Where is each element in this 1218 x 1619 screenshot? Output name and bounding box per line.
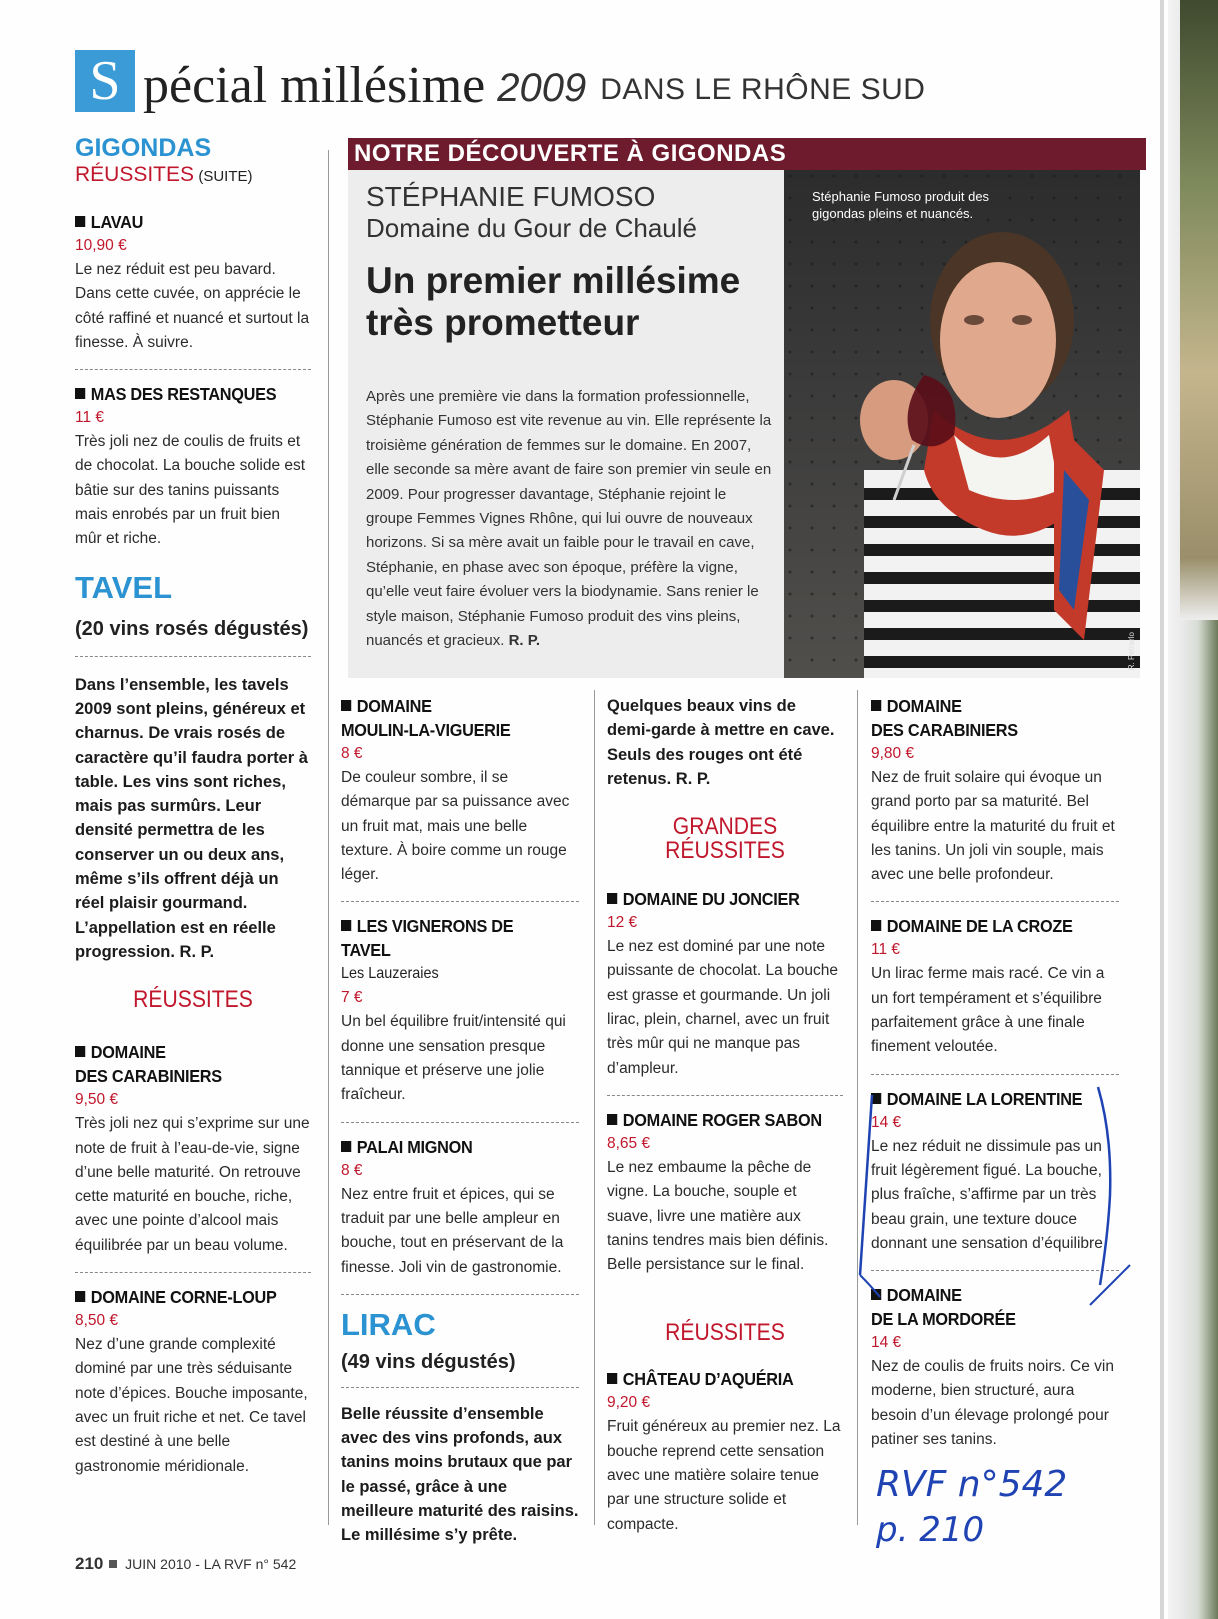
entry-text: De couleur sombre, il se démarque par sa puissance avec un fruit mat, mais une belle texture. À boire comme un rouge léger. xyxy=(341,769,570,884)
entry-price: 7 € xyxy=(341,989,363,1007)
lirac-intro-cont: Quelques beaux vins de demi-garde à mettre en cave. Seuls des rouges ont été retenus. R. P. xyxy=(607,697,835,788)
bullet-square-icon xyxy=(871,920,881,931)
entry-price: 12 € xyxy=(607,914,638,932)
next-page-edge xyxy=(1168,0,1218,1619)
entry-domaine-des-carabiniers-tavel xyxy=(75,1040,311,1258)
bullet-square-icon xyxy=(341,1141,351,1152)
header-region: DANS LE RHÔNE SUD xyxy=(600,73,926,106)
entry-price: 10,90 € xyxy=(75,237,127,254)
gigondas-subtitle xyxy=(75,162,311,190)
divider xyxy=(75,656,311,657)
entry-title: PALAI MIGNON xyxy=(341,1135,562,1159)
page-header xyxy=(75,46,925,112)
entry-moulin-la-viguerie xyxy=(341,694,579,887)
entry-title: DOMAINE xyxy=(871,694,1102,718)
entry-text: Très joli nez qui s’exprime sur une note de fruit à l’eau-de-vie, signe d’une belle maturité. On retrouve cette maturité en bouche, riche, avec une pointe d’alcool mais équilibrée par un beau volume. xyxy=(75,1115,310,1254)
discovery-headline: Un premier millésime très prometteur xyxy=(366,260,741,343)
divider xyxy=(75,1272,311,1273)
entry-chateau-d-aqueria xyxy=(607,1367,843,1536)
entry-price: 8 € xyxy=(341,745,363,762)
divider xyxy=(871,901,1119,902)
reussites-label: RÉUSSITES xyxy=(75,163,195,186)
page-footer xyxy=(75,1554,296,1574)
bullet-square-icon xyxy=(75,388,85,399)
entry-price: 9,50 € xyxy=(75,1091,119,1109)
entry-vignerons-de-tavel xyxy=(341,914,579,1107)
discovery-story: Après une première vie dans la formation professionnelle, Stéphanie Fumoso est vite revenue au vin. Elle représente la troisième génération de femmes sur le domaine. En 2007, elle seconde sa mère avant de faire son premier vin seule en 2009. Pour progresser davantage, Stéphanie rejoint le groupe Femmes Vignes Rhône, qui lui ouvre de nouveaux horizons. Si sa mère avait un faible pour le travail en cave, Stéphanie, en phase avec son époque, préfère la vigne, qu’elle veut faire évoluer vers la biodynamie. Sans renier le style maison, Stéphanie Fumoso produit des vins pleins, nuancés et gracieux. R. P. xyxy=(366,388,772,650)
entry-text: Nez entre fruit et épices, qui se traduit par une belle ampleur en bouche, tout en préservant de la finesse. Joli vin de gastronomie. xyxy=(341,1185,564,1276)
photo-caption: Stéphanie Fumoso produit des gigondas pleins et nuancés. xyxy=(812,189,990,221)
handwritten-reference: RVF n°542 xyxy=(876,1464,1068,1505)
page-number: 210 xyxy=(75,1554,104,1573)
footer-text: JUIN 2010 - LA RVF n° 542 xyxy=(125,1556,297,1572)
column-3 xyxy=(607,694,843,1537)
entry-title: DOMAINE DU JONCIER xyxy=(607,887,826,911)
entry-title: MAS DES RESTANQUES xyxy=(75,382,294,406)
bullet-square-icon xyxy=(607,1373,617,1384)
bullet-square-icon xyxy=(75,1046,85,1057)
divider xyxy=(607,1095,843,1096)
entry-text: Le nez réduit ne dissimule pas un fruit légèrement figué. La bouche, plus fraîche, s’affirme par un très beau grain, une texture douce donnant une sensation d’équilibre. xyxy=(871,1137,1108,1252)
footer-square-icon xyxy=(109,1560,117,1568)
entry-palai-mignon xyxy=(341,1135,579,1280)
page-gutter xyxy=(1160,0,1164,1619)
entry-price: 11 € xyxy=(871,941,901,959)
handwritten-bracket-marks xyxy=(850,1075,1170,1325)
bullet-square-icon xyxy=(75,1291,85,1302)
entry-price: 8 € xyxy=(341,1161,363,1179)
next-page-photo xyxy=(1180,0,1218,620)
producer-domain: Domaine du Gour de Chaulé xyxy=(366,213,697,243)
entry-text: Le nez est dominé par une note puissante de chocolat. La bouche est grasse et gourmande. Un joli lirac, plein, charnel, avec un fruit très mûr qui ne manque pas d’ampleur. xyxy=(607,938,838,1077)
entry-title: DOMAINE DE LA CROZE xyxy=(871,914,1102,938)
divider xyxy=(341,1387,579,1388)
bullet-square-icon xyxy=(341,920,351,931)
column-1 xyxy=(75,134,311,1479)
entry-text: Nez de fruit solaire qui évoque un grand porto par sa maturité. Bel équilibre entre la maturité du fruit et les tanins. Un joli vin souple, mais avec une belle profondeur. xyxy=(871,769,1115,884)
entry-title: DOMAINE LA LORENTINE xyxy=(871,1087,1102,1111)
entry-price: 8,50 € xyxy=(75,1312,119,1330)
entry-title-line2: DES CARABINIERS xyxy=(75,1066,222,1087)
entry-mas-des-restanques xyxy=(75,382,311,551)
bullet-square-icon xyxy=(341,700,351,711)
entry-subtitle: Les Lauzeraies xyxy=(341,965,439,983)
header-initial: S xyxy=(75,50,135,112)
entry-domaine-roger-sabon xyxy=(607,1108,843,1277)
divider xyxy=(341,1122,579,1123)
entry-title-line2: DE LA MORDORÉE xyxy=(871,1309,1016,1330)
entry-domaine-du-joncier xyxy=(607,887,843,1081)
entry-text: Fruit généreux au premier nez. La bouche reprend cette sensation avec une matière solaire tenue par une structure solide et compacte. xyxy=(607,1418,841,1533)
entry-title: DOMAINE xyxy=(75,1040,294,1064)
column-rule xyxy=(594,690,595,1525)
entry-title: DOMAINE CORNE-LOUP xyxy=(75,1285,294,1309)
entry-price: 14 € xyxy=(871,1113,902,1131)
tavel-count: (20 vins rosés dégustés) xyxy=(75,617,309,640)
bullet-square-icon xyxy=(75,216,85,227)
entry-text: Nez de coulis de fruits noirs. Ce vin moderne, bien structuré, aura besoin d’un élevage prolongé pour patiner ses tanins. xyxy=(871,1358,1114,1449)
divider xyxy=(75,369,311,370)
entry-title-line2: DES CARABINIERS xyxy=(871,720,1018,740)
tavel-title: TAVEL xyxy=(75,569,173,605)
entry-text: Un lirac ferme mais racé. Ce vin a un fort tempérament et s’équilibre parfaitement grâce à une finale finement veloutée. xyxy=(871,965,1105,1056)
divider xyxy=(341,901,579,902)
lirac-reussites: RÉUSSITES xyxy=(665,1319,785,1347)
lirac-count: (49 vins dégustés) xyxy=(341,1350,516,1373)
entry-title: DOMAINE xyxy=(341,694,562,718)
grandes-reussites: GRANDES RÉUSSITES xyxy=(665,813,785,865)
entry-title: LAVAU xyxy=(75,210,294,234)
suite-label: (SUITE) xyxy=(198,168,253,185)
entry-text: Nez d’une grande complexité dominé par une très séduisante note d’épices. Bouche imposante, avec un fruit riche et net. Ce tavel est destiné à une belle gastronomie méridionale. xyxy=(75,1336,308,1475)
bullet-square-icon xyxy=(871,700,881,711)
entry-title: CHÂTEAU D’AQUÉRIA xyxy=(607,1367,826,1391)
lirac-intro: Belle réussite d’ensemble avec des vins profonds, aux tanins moins brutaux que par le passé, grâce à une meilleure maturité des raisins. Le millésime s’y prête. xyxy=(341,1404,579,1545)
entry-domaine-corne-loup xyxy=(75,1285,311,1479)
header-title: pécial millésime xyxy=(143,57,486,114)
bullet-square-icon xyxy=(607,1114,617,1125)
entry-domaine-des-carabiniers-lirac xyxy=(871,694,1119,887)
gigondas-title: GIGONDAS xyxy=(75,134,212,162)
bullet-square-icon xyxy=(607,893,617,904)
discovery-band: NOTRE DÉCOUVERTE À GIGONDAS xyxy=(348,138,1146,170)
entry-text: Un bel équilibre fruit/intensité qui donne une sensation presque tannique et préserve une jolie fraîcheur. xyxy=(341,1013,566,1104)
handwritten-page: p. 210 xyxy=(876,1510,985,1550)
entry-title-line2: MOULIN-LA-VIGUERIE xyxy=(341,720,511,740)
tavel-reussites: RÉUSSITES xyxy=(133,986,253,1014)
producer-name: STÉPHANIE FUMOSO xyxy=(366,181,656,212)
entry-lavau xyxy=(75,210,311,355)
discovery-box xyxy=(348,138,1140,678)
entry-text: Très joli nez de coulis de fruits et de chocolat. La bouche solide est bâtie sur des tanins puissants mais enrobés par un fruit bien mûr et riche. xyxy=(75,433,306,548)
entry-price: 9,80 € xyxy=(871,745,915,762)
header-year: 2009 xyxy=(497,66,587,110)
entry-title: DOMAINE ROGER SABON xyxy=(607,1108,826,1132)
lirac-title: LIRAC xyxy=(341,1306,436,1342)
woman-tasting-wine-image xyxy=(784,170,1140,678)
column-4 xyxy=(871,694,1119,1452)
entry-text: Le nez réduit est peu bavard. Dans cette cuvée, on apprécie le côté raffiné et nuancé et surtout la finesse. À suivre. xyxy=(75,261,310,351)
entry-text: Le nez embaume la pêche de vigne. La bouche, souple et suave, livre une matière aux tanins tendres mais bien définis. Belle persistance sur le final. xyxy=(607,1158,829,1274)
entry-domaine-de-la-croze xyxy=(871,914,1119,1059)
producer-photo xyxy=(784,170,1140,678)
entry-price: 8,65 € xyxy=(607,1134,651,1152)
photo-credit: R. Petrarlo xyxy=(1127,631,1136,670)
divider xyxy=(341,1294,579,1295)
tavel-intro: Dans l’ensemble, les tavels 2009 sont pleins, généreux et charnus. De vrais rosés de caractère qu’il faudra porter à table. Les vins sont riches, mais pas surmûrs. Leur densité permettra de les conserver un ou deux ans, même s’ils offrent déjà un réel plaisir gourmand. L’appellation est en réelle progression. R. P. xyxy=(75,675,308,961)
column-2 xyxy=(341,694,579,1548)
column-rule xyxy=(328,150,329,1525)
entry-price: 9,20 € xyxy=(607,1394,651,1412)
entry-title: LES VIGNERONS DE TAVEL xyxy=(341,916,514,961)
entry-price: 11 € xyxy=(75,409,105,427)
entry-title: DOMAINE xyxy=(871,1283,1102,1307)
entry-price: 14 € xyxy=(871,1334,902,1352)
